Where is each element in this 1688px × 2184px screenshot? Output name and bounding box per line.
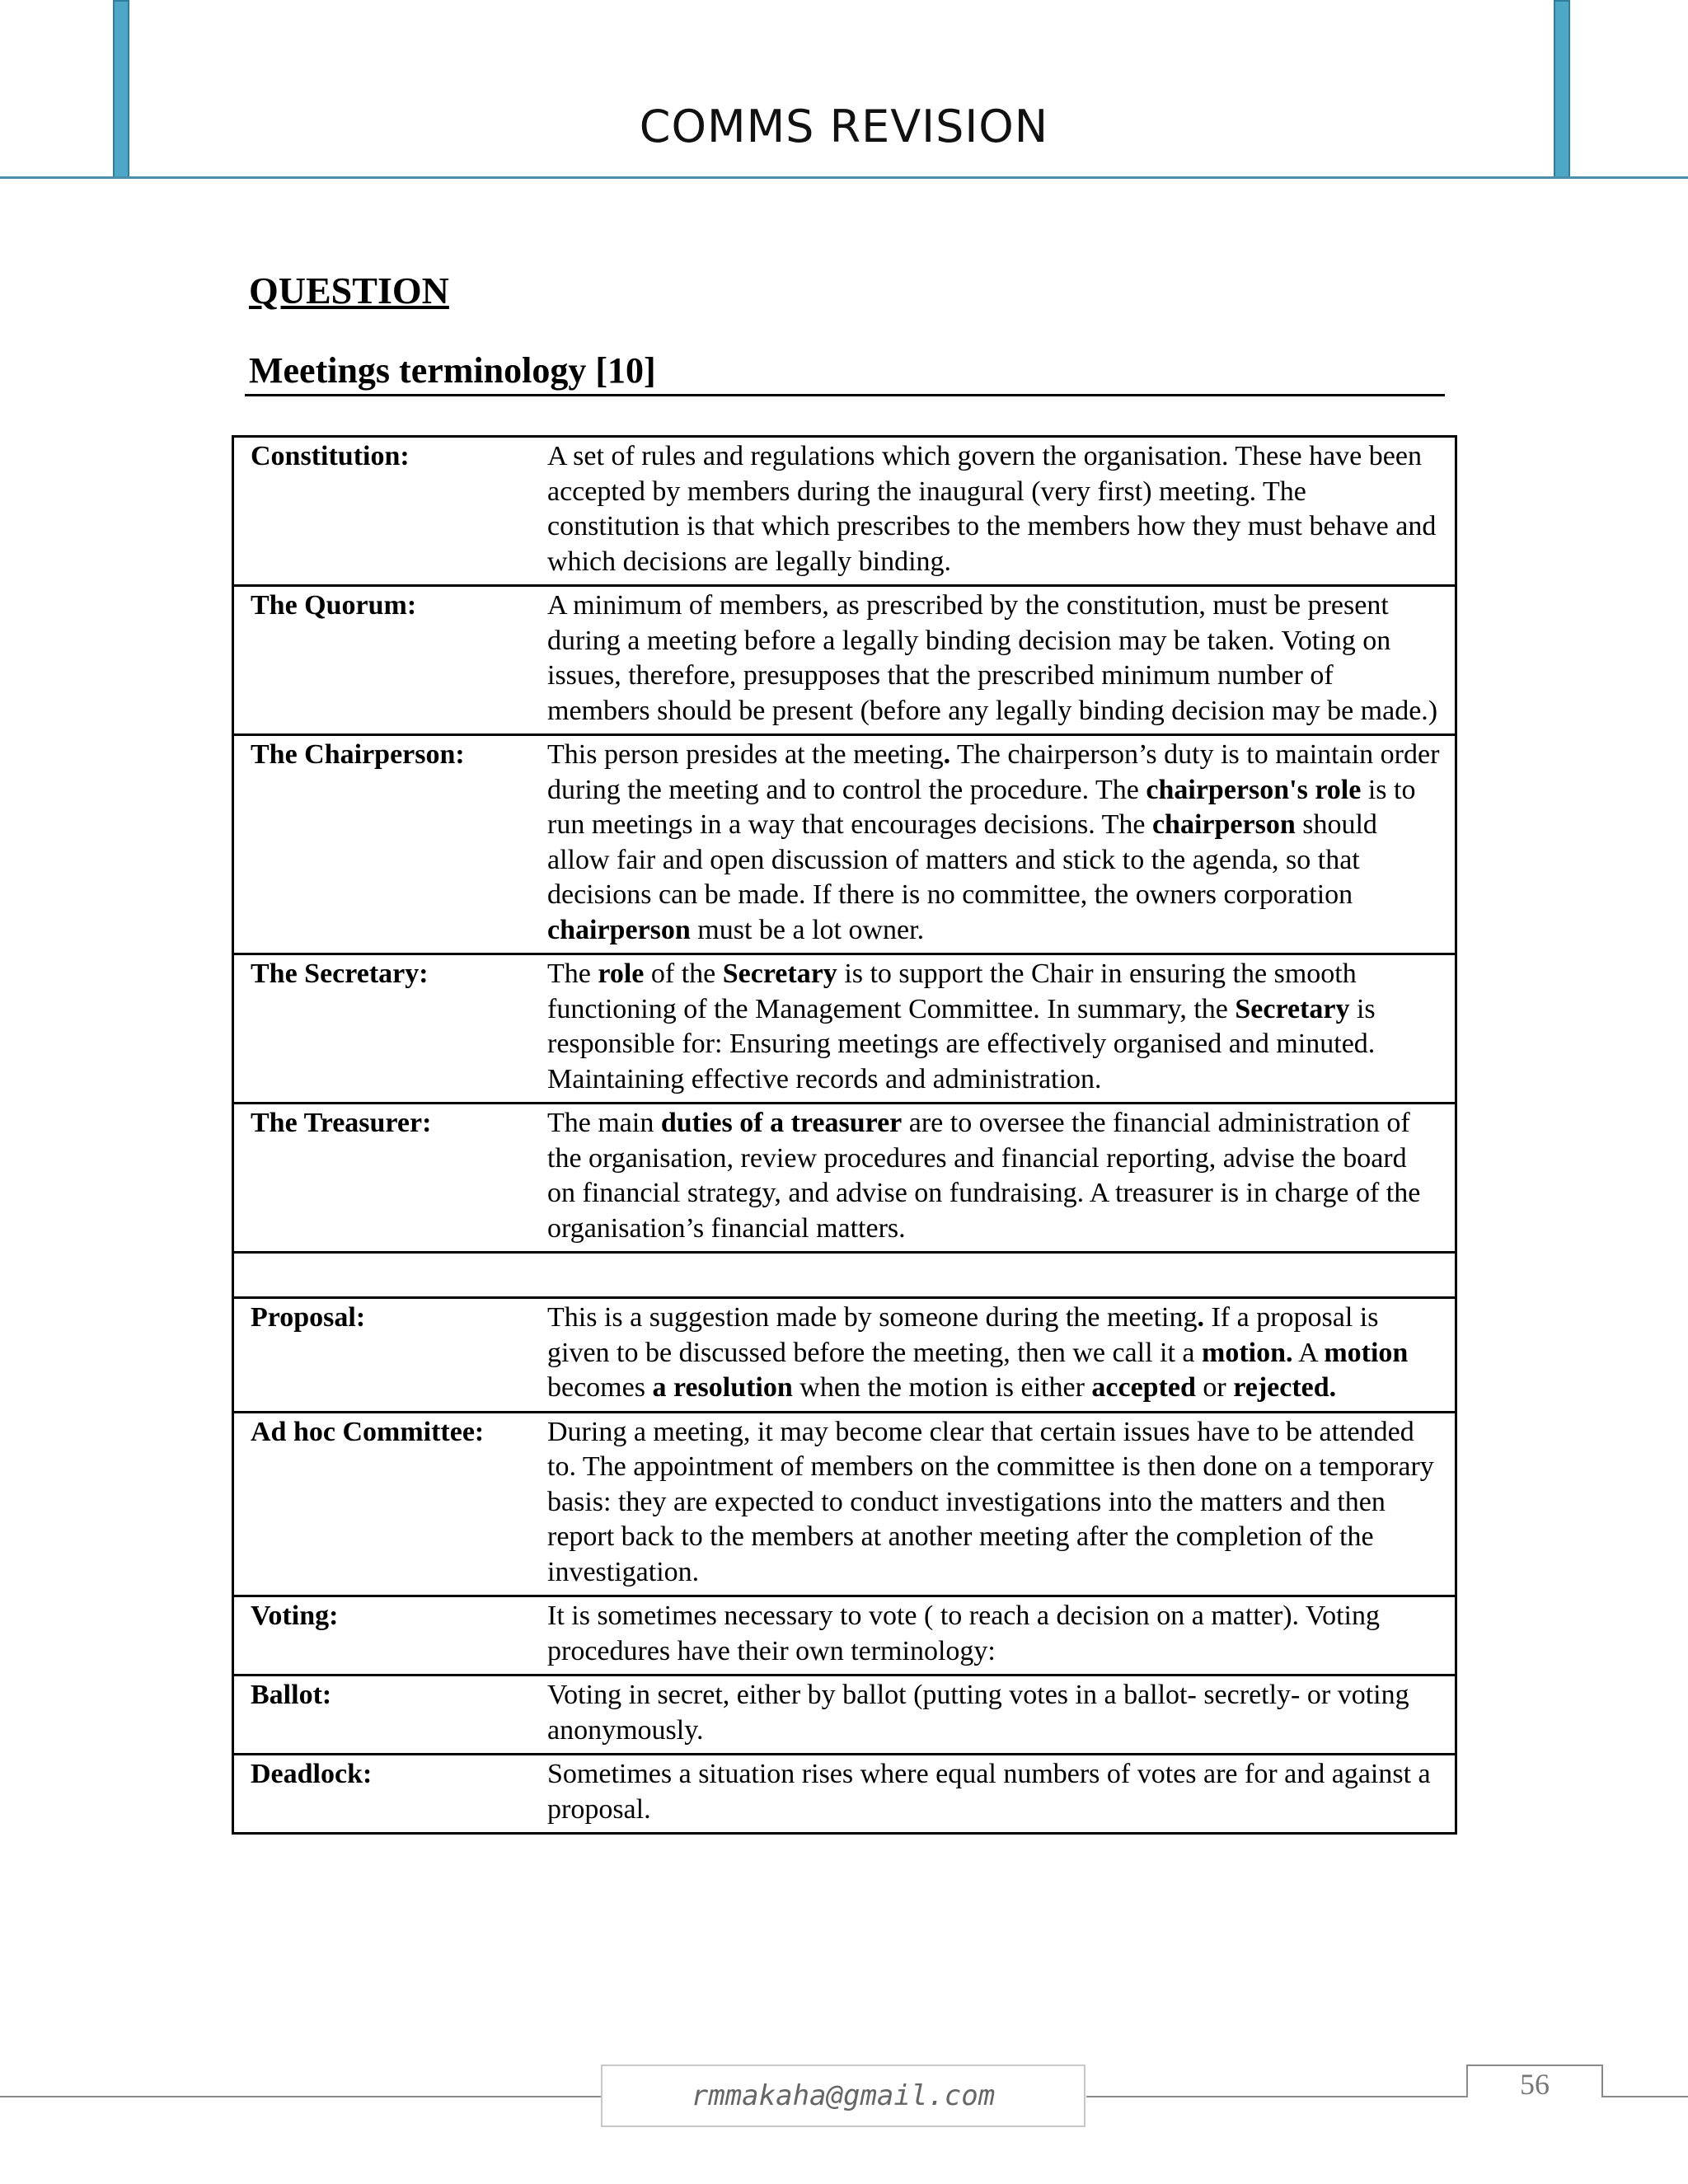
table-row: [233, 954, 1456, 1104]
term-definition: A set of rules and regulations which govern the organisation. These have been accepted by members during the inaugural (very first) meeting. The constitution is that which prescribes to the members how they must behave and which decisions are legally binding.: [546, 437, 1456, 586]
term-definition: The role of the Secretary is to support the Chair in ensuring the smooth functioning of the Management Committee. In summary, the Secretary is responsible for: Ensuring meetings are effectively organised and minuted. Maintaining effective records and administration.: [546, 954, 1456, 1104]
term-definition: Voting in secret, either by ballot (putting votes in a ballot- secretly- or voting anonymously.: [546, 1675, 1456, 1755]
terminology-table-body: [233, 437, 1456, 1834]
term-label: Deadlock:: [233, 1755, 546, 1834]
term-definition: A minimum of members, as prescribed by the constitution, must be present during a meeting before a legally binding decision may be taken. Voting on issues, therefore, presupposes that the prescribed minimum number of members should be present (before any legally binding decision may be made.): [546, 586, 1456, 735]
term-label: Voting:: [233, 1596, 546, 1675]
term-definition: It is sometimes necessary to vote ( to reach a decision on a matter). Voting procedures have their own terminology:: [546, 1596, 1456, 1675]
table-row: [233, 437, 1456, 586]
section-subtitle: Meetings terminology [10]: [249, 350, 656, 391]
term-label: The Secretary:: [233, 954, 546, 1104]
footer-rule-middle: [1086, 2096, 1467, 2097]
term-label: Ballot:: [233, 1675, 546, 1755]
table-row: [233, 1755, 1456, 1834]
table-row: [233, 586, 1456, 735]
table-row: [233, 1253, 1456, 1298]
terminology-table: [232, 435, 1457, 1835]
term-label: Proposal:: [233, 1298, 546, 1413]
footer-email: rmmakaha@gmail.com: [601, 2064, 1085, 2127]
term-label: The Quorum:: [233, 586, 546, 735]
table-row: [233, 735, 1456, 954]
term-label: Constitution:: [233, 437, 546, 586]
footer-rule-right: [1602, 2096, 1688, 2097]
term-label: The Treasurer:: [233, 1104, 546, 1253]
term-label: [233, 1253, 546, 1298]
term-definition: [546, 1253, 1456, 1298]
page-title: COMMS REVISION: [639, 101, 1049, 152]
table-row: [233, 1596, 1456, 1675]
term-definition: Sometimes a situation rises where equal numbers of votes are for and against a proposal.: [546, 1755, 1456, 1834]
table-row: [233, 1412, 1456, 1596]
term-definition: During a meeting, it may become clear that certain issues have to be attended to. The appointment of members on the committee is then done on a temporary basis: they are expected to conduct investigations into the matters and then report back to the members at another meeting after the completion of the investigation.: [546, 1412, 1456, 1596]
table-row: [233, 1104, 1456, 1253]
header-rule: [0, 176, 1688, 179]
term-label: Ad hoc Committee:: [233, 1412, 546, 1596]
page-number: 56: [1466, 2064, 1603, 2097]
term-definition: This is a suggestion made by someone during the meeting. If a proposal is given to be discussed before the meeting, then we call it a motion. A motion becomes a resolution when the motion is either accepted or rejected.: [546, 1298, 1456, 1413]
footer-rule-left: [0, 2096, 602, 2097]
question-heading: QUESTION: [249, 269, 449, 312]
subtitle-underline: [245, 394, 1445, 396]
term-label: The Chairperson:: [233, 735, 546, 954]
term-definition: This person presides at the meeting. The chairperson’s duty is to maintain order during the meeting and to control the procedure. The chairperson's role is to run meetings in a way that encourages decisions. The chairperson should allow fair and open discussion of matters and stick to the agenda, so that decisions can be made. If there is no committee, the owners corporation chairperson must be a lot owner.: [546, 735, 1456, 954]
table-row: [233, 1675, 1456, 1755]
term-definition: The main duties of a treasurer are to oversee the financial administration of the organisation, review procedures and financial reporting, advise the board on financial strategy, and advise on fundraising. A treasurer is in charge of the organisation’s financial matters.: [546, 1104, 1456, 1253]
table-row: [233, 1298, 1456, 1413]
